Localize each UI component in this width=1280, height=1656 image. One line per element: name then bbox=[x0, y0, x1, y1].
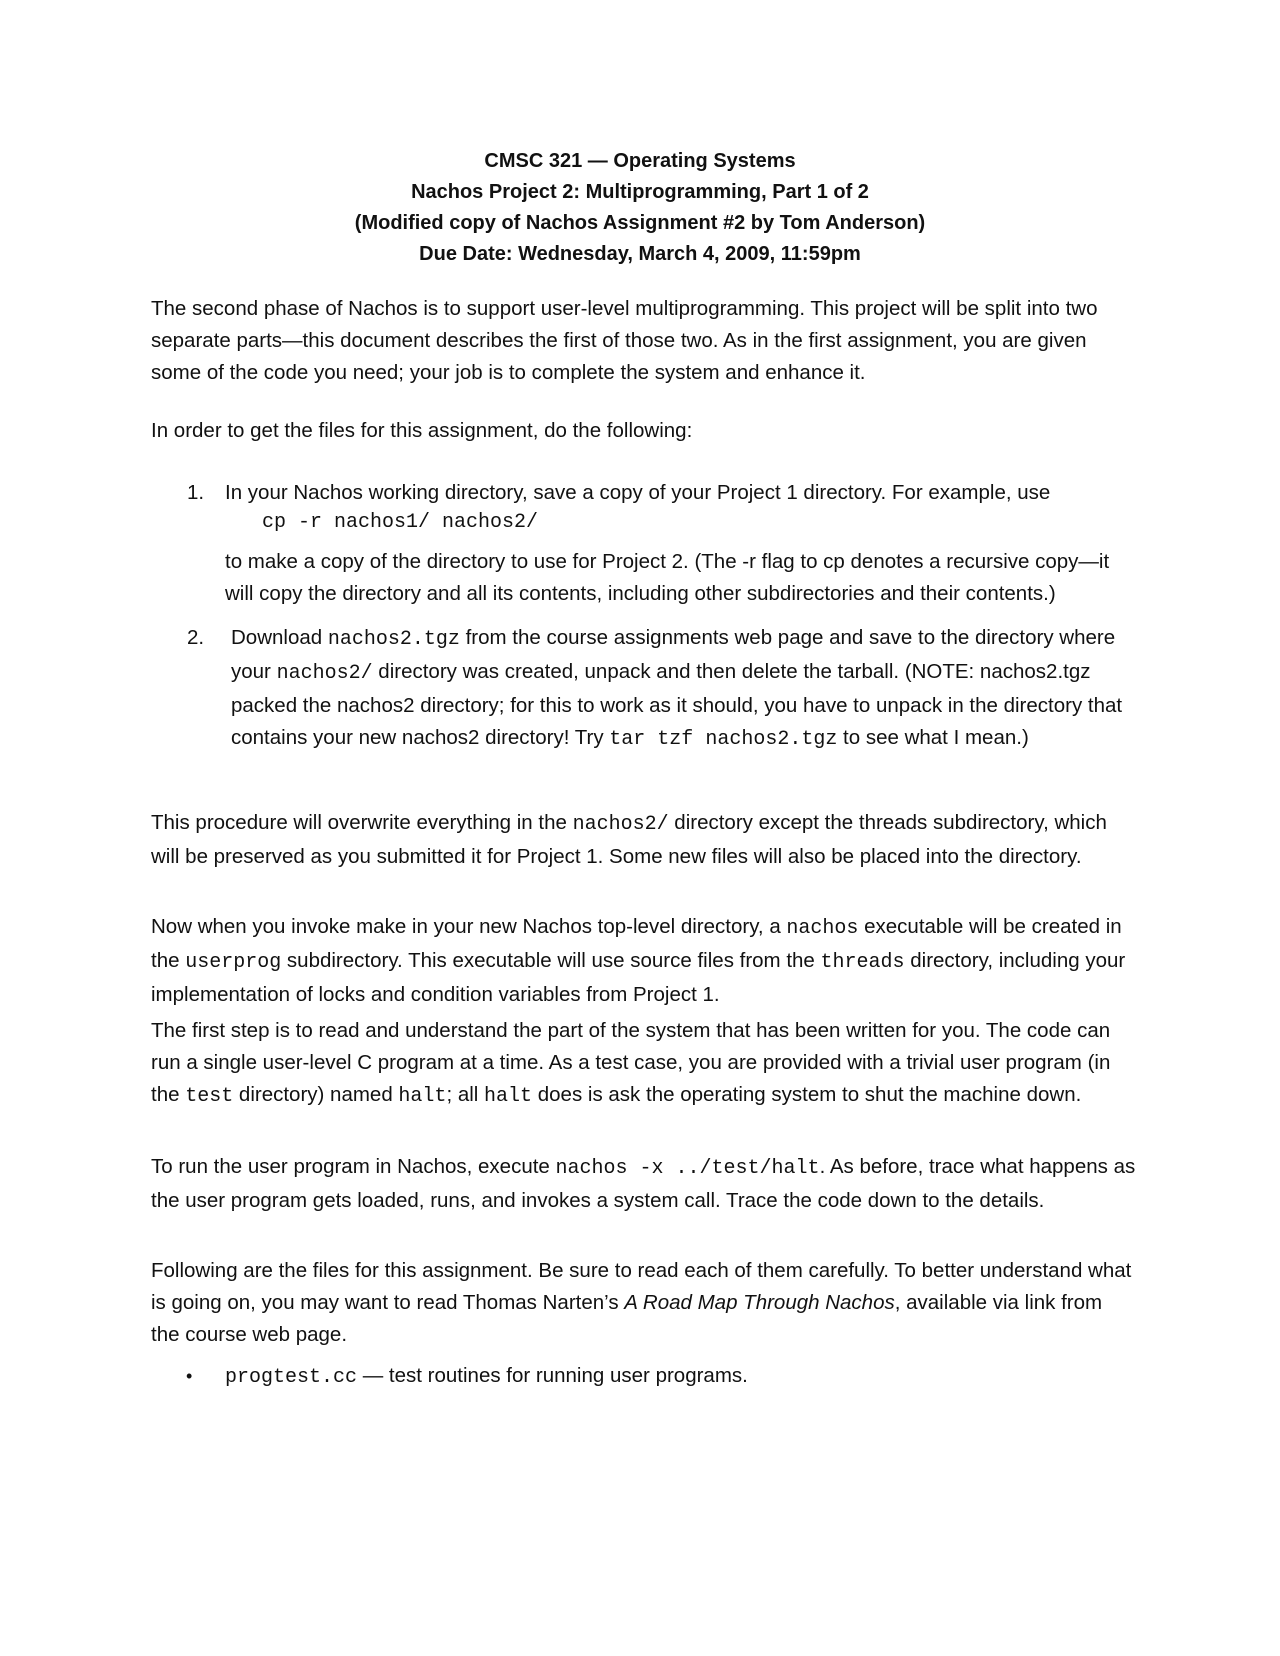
p4-text-a: Now when you invoke make in your new Nachos top-level directory, a bbox=[151, 915, 787, 938]
threads-dir: threads bbox=[820, 951, 905, 974]
step-2-text-c: directory was created, unpack and then delete the tarball. (NOTE: nachos2.tgz packed the nachos2 directory; for this to work as it should, you have to unpack in the directory that contains your new nachos2 directory! Try bbox=[231, 660, 1123, 749]
p6-text-a: To run the user program in Nachos, execute bbox=[151, 1155, 556, 1178]
make-paragraph bbox=[151, 911, 1136, 1011]
p5-text-c: ; all bbox=[446, 1083, 485, 1106]
step-2-text-d: to see what I mean.) bbox=[837, 726, 1029, 749]
p7-text-a: Following are the files for this assignment. Be sure to read each of them carefully. To better understand what is going on, you may want to read Thomas Narten’s bbox=[151, 1259, 1132, 1314]
step-2-number: 2. bbox=[187, 626, 205, 649]
first-step-paragraph bbox=[151, 1015, 1136, 1113]
nachos-executable: nachos bbox=[786, 917, 859, 940]
project-title: Nachos Project 2: Multiprogramming, Part 1 of 2 bbox=[411, 181, 869, 203]
tarball-filename: nachos2.tgz bbox=[327, 628, 460, 651]
userprog-dir: userprog bbox=[185, 951, 282, 974]
files-paragraph bbox=[151, 1255, 1136, 1351]
instructions-lead: In order to get the files for this assignment, do the following: bbox=[151, 419, 693, 442]
nachos2-directory: nachos2/ bbox=[276, 662, 373, 685]
step-1-text: In your Nachos working directory, save a copy of your Project 1 directory. For example, use bbox=[225, 481, 1051, 504]
file-item-progtest bbox=[225, 1360, 1137, 1394]
progtest-description: — test routines for running user programs. bbox=[357, 1364, 748, 1387]
bullet-icon: • bbox=[186, 1366, 193, 1386]
step-2-text bbox=[225, 622, 1136, 756]
source-note: (Modified copy of Nachos Assignment #2 by Tom Anderson) bbox=[354, 212, 926, 234]
p3-text-a: This procedure will overwrite everything in the bbox=[151, 811, 573, 834]
p5-text-d: does is ask the operating system to shut the machine down. bbox=[532, 1083, 1082, 1106]
intro-paragraph: The second phase of Nachos is to support user-level multiprogramming. This project will be split into two separate parts—this document describes the first of those two. As in the first assignment, you are given some of the code you need; your job is to complete the system and enhance it. bbox=[151, 297, 1098, 384]
document-header bbox=[0, 146, 1280, 270]
step-1-command: cp -r nachos1/ nachos2/ bbox=[262, 511, 539, 534]
halt-program-2: halt bbox=[484, 1085, 533, 1108]
due-date: Due Date: Wednesday, March 4, 2009, 11:59pm bbox=[419, 243, 861, 265]
p5-text-a: The first step is to read and understand the part of the system that has been written for you. The code can run a single user-level C program at a time. As a test case, you are provided with a trivial user program (in the bbox=[151, 1019, 1111, 1106]
test-dir: test bbox=[185, 1085, 234, 1108]
road-map-title: A Road Map Through Nachos bbox=[624, 1291, 895, 1314]
p3-text-b: directory except the threads subdirectory, which will be preserved as you submitted it for Project 1. Some new files will also be placed into the directory. bbox=[151, 811, 1107, 868]
step-1-followup: to make a copy of the directory to use for Project 2. (The -r flag to cp denotes a recursive copy—it will copy the directory and all its contents, including other subdirectories and their contents.) bbox=[225, 550, 1110, 605]
tar-command: tar tzf nachos2.tgz bbox=[609, 728, 838, 751]
step-1-number: 1. bbox=[187, 481, 205, 504]
run-command: nachos -x ../test/halt bbox=[555, 1157, 820, 1180]
step-2-text-a: Download bbox=[231, 626, 328, 649]
progtest-filename: progtest.cc bbox=[225, 1366, 358, 1389]
halt-program: halt bbox=[398, 1085, 447, 1108]
p6-text-b: . As before, trace what happens as the user program gets loaded, runs, and invokes a system call. Trace the code down to the details. bbox=[151, 1155, 1136, 1212]
course-title: CMSC 321 — Operating Systems bbox=[484, 150, 796, 172]
run-paragraph bbox=[151, 1151, 1136, 1217]
p5-text-b: directory) named bbox=[233, 1083, 399, 1106]
p7-text-b: , available via link from the course web page. bbox=[151, 1291, 1103, 1346]
overwrite-paragraph bbox=[151, 807, 1136, 873]
p3-nachos2-dir: nachos2/ bbox=[572, 813, 669, 836]
step-2-text-b: from the course assignments web page and save to the directory where your bbox=[231, 626, 1116, 683]
p4-text-c: subdirectory. This executable will use source files from the bbox=[281, 949, 821, 972]
p4-text-d: directory, including your implementation of locks and condition variables from Project 1. bbox=[151, 949, 1126, 1006]
p4-text-b: executable will be created in the bbox=[151, 915, 1122, 972]
